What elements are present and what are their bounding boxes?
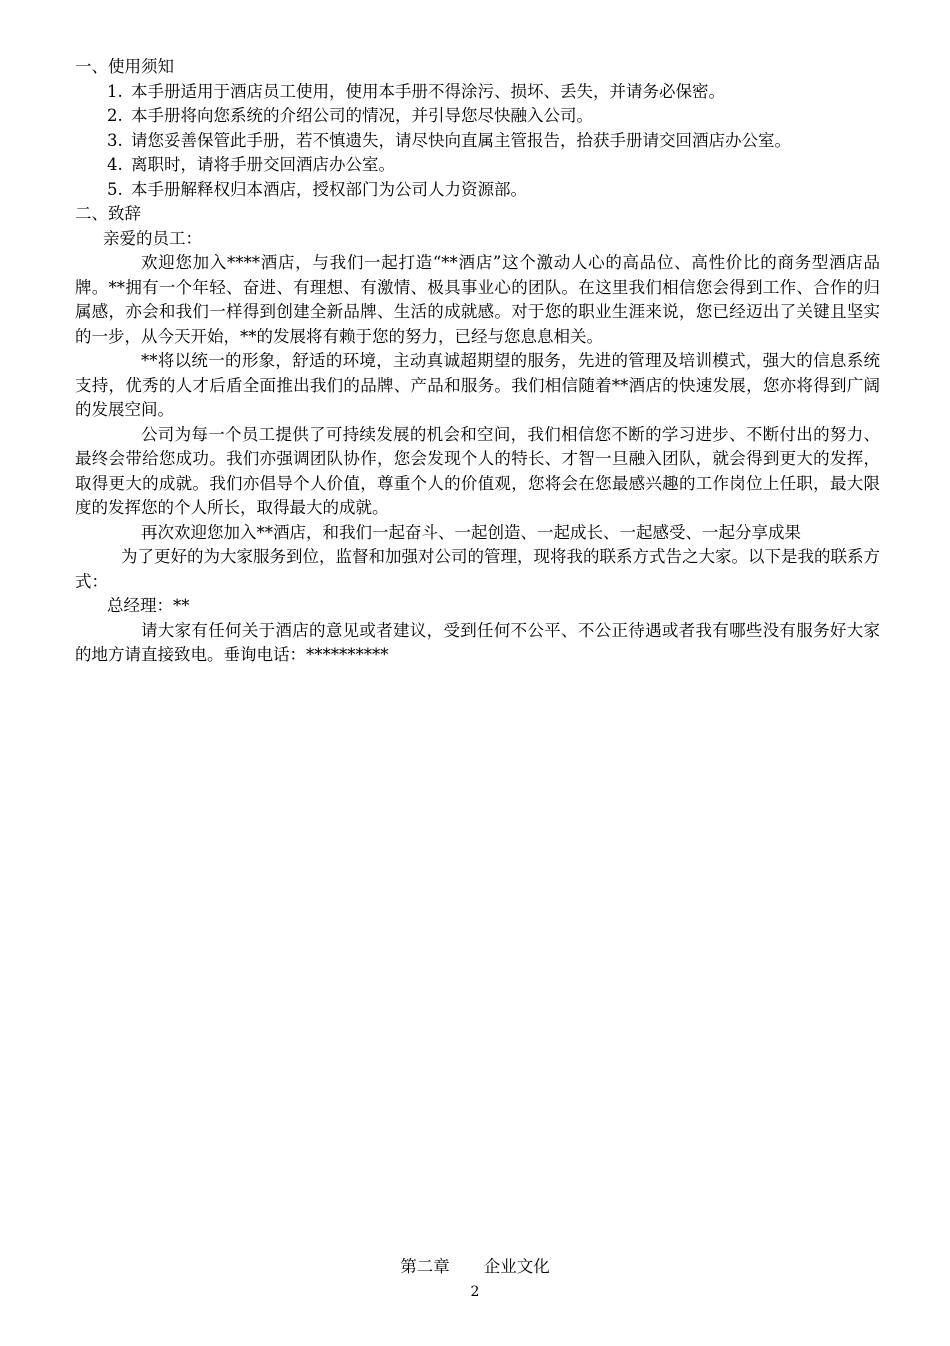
list-text: 本手册将向您系统的介绍公司的情况，并引导您尽快融入公司。 [131, 106, 593, 125]
speech-paragraph-welcome: 欢迎您加入****酒店，与我们一起打造“**酒店”这个激动人心的高品位、高性价比的商务型酒店品牌。**拥有一个年轻、奋进、有理想、有激情、极具事业心的团队。在这里我们相信您会得到工作、合作的归属感，亦会和我们一样得到创建全新品牌、生活的成就感。对于您的职业生涯来说，您已经迈出了关键且坚实的一步，从今天开始，**的发展将有赖于您的努力，已经与您息息相关。 [75, 253, 880, 346]
chapter-number: 第二章 [400, 1257, 450, 1276]
list-number: 2. [107, 106, 123, 125]
list-text: 本手册解释权归本酒店，授权部门为公司人力资源部。 [131, 179, 527, 199]
list-number: 1. [107, 81, 123, 101]
list-item [75, 80, 880, 105]
speech-paragraph-brand: **将以统一的形象，舒适的环境，主动真诚超期望的服务，先进的管理及培训模式，强大的信息系统支持，优秀的人才后盾全面推出我们的品牌、产品和服务。我们相信随着**酒店的快速发展，您亦将得到广阔的发展空间。 [75, 351, 880, 419]
chapter-title: 企业文化 [483, 1257, 550, 1276]
list-text: 请您妥善保管此手册，若不慎遗失，请尽快向直属主管报告，拾获手册请交回酒店办公室。 [131, 130, 791, 150]
speech-paragraph-service: 为了更好的为大家服务到位，监督和加强对公司的管理，现将我的联系方式告之大家。以下是我的联系方式： [75, 547, 880, 591]
page-content [75, 55, 880, 668]
list-number: 3. [107, 130, 123, 150]
speech-paragraph-closing: 请大家有任何关于酒店的意见或者建议，受到任何不公平、不公正待遇或者我有哪些没有服务好大家的地方请直接致电。垂询电话：********** [75, 620, 880, 664]
list-text: 本手册适用于酒店员工使用，使用本手册不得涂污、损坏、丢失，并请务必保密。 [131, 81, 725, 101]
section-heading-speech: 二、致辞 [75, 204, 141, 223]
list-number: 4. [107, 155, 123, 174]
salutation: 亲爱的员工： [103, 228, 202, 248]
list-number: 5. [107, 179, 123, 199]
list-item [75, 153, 880, 178]
page-number: 2 [470, 1284, 480, 1300]
list-item [75, 178, 880, 203]
speech-paragraph-growth: 公司为每一个员工提供了可持续发展的机会和空间，我们相信您不断的学习进步、不断付出的努力、最终会带给您成功。我们亦强调团队协作，您会发现个人的特长、才智一旦融入团队，就会得到更大的发挥，取得更大的成就。我们亦倡导个人价值，尊重个人的价值观，您将会在您最感兴趣的工作岗位上任职，最大限度的发挥您的个人所长，取得最大的成就。 [75, 424, 880, 517]
speech-paragraph-welcome-again: 再次欢迎您加入**酒店，和我们一起奋斗、一起创造、一起成长、一起感受、一起分享成果 [141, 522, 801, 542]
list-item [75, 129, 880, 154]
section-heading-notice: 一、使用须知 [75, 57, 174, 76]
list-text: 离职时，请将手册交回酒店办公室。 [131, 155, 395, 174]
footer-chapter [0, 1255, 950, 1279]
contact-general-manager: 总经理：** [107, 596, 190, 615]
list-item [75, 104, 880, 129]
